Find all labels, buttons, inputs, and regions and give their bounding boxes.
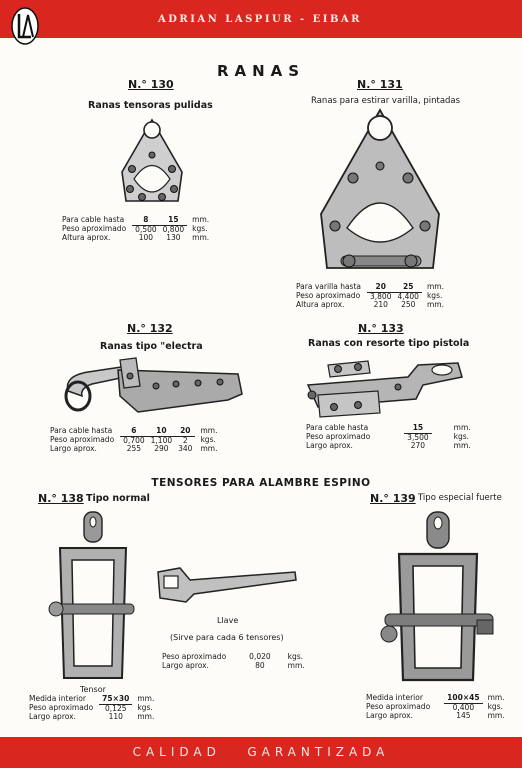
spec-value: 15 <box>404 424 431 433</box>
rana-132-image <box>58 356 248 418</box>
spec-unit: mm. <box>192 233 210 243</box>
spec-unit: mm. <box>487 693 505 703</box>
product-caption-132: Ranas tipo "electra <box>100 341 203 352</box>
llave-label: Llave <box>217 616 239 625</box>
spec-unit: mm. <box>426 300 444 310</box>
spec-unit: kgs. <box>426 291 443 301</box>
spec-table-133 <box>306 424 474 451</box>
spec-value: 0,700 <box>123 435 145 445</box>
spec-value: 3,800 <box>370 291 392 301</box>
product-caption-138: Tipo normal <box>86 493 150 504</box>
spec-unit: kgs. <box>192 224 208 234</box>
spec-value: 75×30 <box>99 695 132 704</box>
spec-unit: mm. <box>287 660 305 670</box>
spec-label: Peso aproximado <box>296 291 361 301</box>
spec-label: Medida interior <box>29 694 86 704</box>
spec-value: 110 <box>108 712 123 722</box>
product-caption-130: Ranas tensoras pulidas <box>88 100 213 111</box>
spec-unit: mm. <box>192 215 210 225</box>
spec-value: 20 <box>367 283 394 292</box>
spec-label: Largo aprox. <box>162 660 209 670</box>
spec-unit: mm. <box>453 441 471 451</box>
spec-unit: kgs. <box>287 652 304 661</box>
product-number-132: N.° 132 <box>127 322 173 335</box>
product-number-130: N.° 130 <box>128 78 174 91</box>
spec-unit: mm. <box>487 711 505 721</box>
spec-unit: mm. <box>200 426 218 436</box>
spec-value: 0,500 <box>135 224 157 234</box>
spec-label: Peso aproximado <box>366 702 431 712</box>
spec-value: 130 <box>166 233 181 243</box>
spec-value: 80 <box>255 660 265 670</box>
spec-label: Peso aproximado <box>29 703 94 713</box>
spec-label: Para varilla hasta <box>296 282 361 292</box>
spec-unit: kgs. <box>200 435 216 445</box>
spec-value: 210 <box>373 300 388 310</box>
spec-value: 0,800 <box>162 224 185 234</box>
product-caption-131: Ranas para estirar varilla, pintadas <box>311 96 461 106</box>
spec-value: 10 <box>148 427 175 436</box>
spec-label: Medida interior <box>366 693 423 703</box>
spec-value: 0,125 <box>105 703 127 713</box>
spec-value: 250 <box>401 300 416 310</box>
page-title: RANAS <box>216 62 306 80</box>
spec-value: 0,020 <box>249 652 271 661</box>
brand-name: ADRIAN LASPIUR - EIBAR <box>158 14 362 25</box>
spec-label: Para cable hasta <box>50 426 113 436</box>
spec-value: 3,500 <box>407 432 429 442</box>
spec-table-130 <box>62 216 212 243</box>
spec-value: 340 <box>178 444 193 454</box>
spec-label: Altura aprox. <box>296 300 345 310</box>
llave-image <box>150 558 300 604</box>
product-caption-139: Tipo especial fuerte <box>418 493 502 503</box>
spec-label: Peso aproximado <box>50 435 115 445</box>
tensor-138-image <box>38 508 138 688</box>
spec-table-132 <box>50 427 220 454</box>
spec-label: Largo aprox. <box>50 444 97 454</box>
product-number-131: N.° 131 <box>357 78 403 91</box>
spec-label: Altura aprox. <box>62 233 111 243</box>
product-caption-133: Ranas con resorte tipo pistola <box>308 338 470 349</box>
spec-label: Peso aproximado <box>162 652 227 661</box>
spec-unit: mm. <box>426 282 444 292</box>
rana-131-image <box>313 106 448 278</box>
spec-label: Para cable hasta <box>62 215 125 225</box>
spec-unit: mm. <box>453 423 471 433</box>
spec-label: Largo aprox. <box>366 711 413 721</box>
spec-value: 6 <box>120 427 147 436</box>
spec-unit: kgs. <box>137 703 153 713</box>
spec-table-139 <box>366 694 508 721</box>
brand-logo <box>10 6 40 46</box>
spec-value: 100×45 <box>444 694 482 703</box>
spec-value: 2 <box>182 435 188 445</box>
tensor-139-image <box>375 508 500 688</box>
spec-table-131 <box>296 283 447 310</box>
spec-label: Peso aproximado <box>62 224 127 234</box>
footer-slogan: CALIDAD GARANTIZADA <box>132 745 390 759</box>
spec-value: 20 <box>175 427 195 436</box>
rana-130-image <box>112 117 192 212</box>
spec-table-138 <box>29 695 157 722</box>
spec-label: Para cable hasta <box>306 423 369 433</box>
spec-unit: kgs. <box>453 432 470 442</box>
product-number-133: N.° 133 <box>358 322 404 335</box>
spec-value: 290 <box>154 444 169 454</box>
spec-value: 100 <box>138 233 154 243</box>
tensor-label: Tensor <box>80 685 106 694</box>
spec-unit: kgs. <box>487 702 503 712</box>
spec-unit: mm. <box>137 712 155 722</box>
spec-table-llave <box>162 653 308 670</box>
spec-value: 8 <box>132 216 159 225</box>
spec-unit: mm. <box>137 694 155 704</box>
spec-value: 1,100 <box>150 435 173 445</box>
product-number-139: N.° 139 <box>370 492 416 505</box>
spec-value: 270 <box>410 441 426 451</box>
spec-value: 255 <box>126 444 142 454</box>
spec-value: 25 <box>394 283 421 292</box>
rana-133-image <box>298 355 468 420</box>
section-title: TENSORES PARA ALAMBRE ESPINO <box>151 477 371 489</box>
spec-value: 145 <box>456 711 471 721</box>
llave-note: (Sirve para cada 6 tensores) <box>170 633 284 642</box>
spec-value: 15 <box>160 216 187 225</box>
spec-value: 4,400 <box>397 291 419 301</box>
product-number-138: N.° 138 <box>38 492 84 505</box>
spec-label: Largo aprox. <box>306 441 353 451</box>
spec-unit: mm. <box>200 444 218 454</box>
spec-label: Peso aproximado <box>306 432 371 442</box>
spec-value: 0,400 <box>452 702 475 712</box>
spec-label: Largo aprox. <box>29 712 76 722</box>
